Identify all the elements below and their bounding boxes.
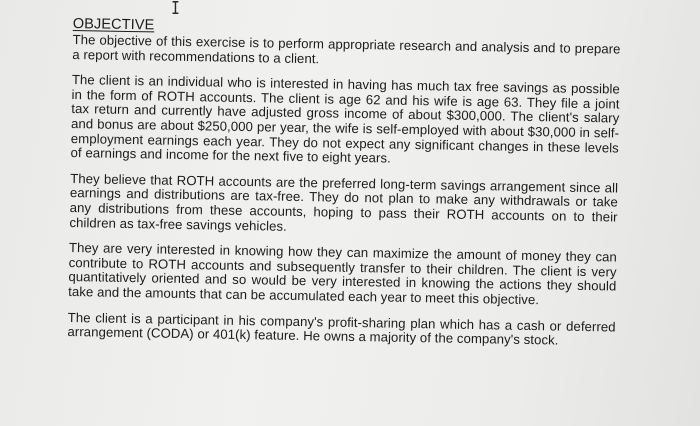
paragraph-objective: The objective of this exercise is to perform appropriate research and analysis and to prepare a report with recommendations to a client. [72, 31, 621, 66]
document-page [67, 16, 621, 360]
paragraph-client-profile: The client is an individual who is interested in having has much tax free savings as possible in the form of ROTH accounts. The client is age 62 and his wife is age 63. They file a joint tax return and currently have adjusted gross income of about $300,000. The client's salary and bonus are about $250,000 per year, the wife is self-employed with about $30,000 in self-employment earnings each year. They do not expect any significant changes in these levels of earnings and income for the next five to eight years. [70, 72, 620, 166]
section-heading: OBJECTIVE [72, 16, 155, 34]
paragraph-profit-sharing: The client is a participant in his company's profit-sharing plan which has a cash or deferred arrangement (CODA) or 401(k) feature. He owns a majority of the company's stock. [67, 309, 616, 348]
text-cursor-icon: I [171, 0, 180, 19]
paragraph-roth-belief: They believe that ROTH accounts are the preferred long-term savings arrangement since all earnings and distributions are tax-free. They do not plan to make any withdrawals or take any distributions from these accounts, hoping to pass their ROTH accounts on to their children as tax-free savings vehicles. [69, 170, 619, 234]
paragraph-maximize-contributions: They are very interested in knowing how they can maximize the amount of money they can contribute to ROTH accounts and subsequently transfer to their children. The client is very quantitatively oriented and so would be very interested in knowing the actions they should take and the amounts that can be accumulated each year to meet this objective. [68, 240, 618, 308]
